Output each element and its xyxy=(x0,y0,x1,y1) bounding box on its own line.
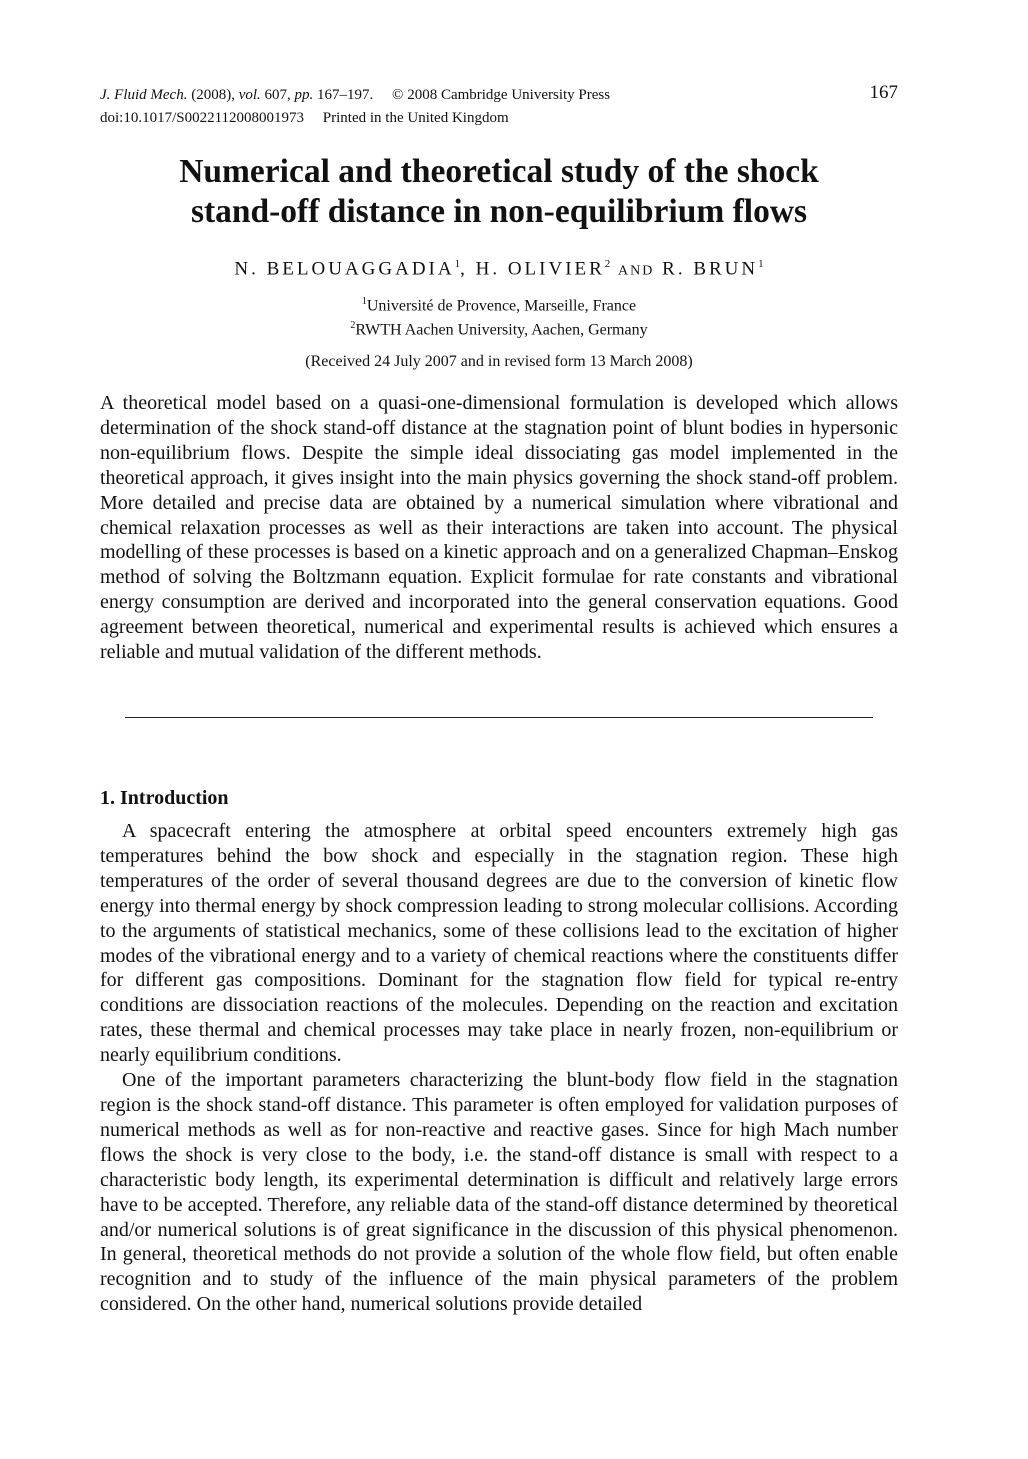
paper-title xyxy=(100,152,898,232)
page-number: 167 xyxy=(869,82,898,103)
section-heading: 1. Introduction xyxy=(100,787,229,809)
author-3: R. BRUN xyxy=(662,258,759,280)
paragraph: One of the important parameters characterizing the blunt-body flow field in the stagnation region is the shock stand-off distance. This parameter is often employed for validation purposes of numerical methods as well as for non-reactive and reactive gases. Since for high Mach number flows the shock is very close to the body, i.e. the stand-off distance is small with respect to a characteristic body length, its experimental determination is difficult and relatively large errors have to be accepted. Therefore, any reliable data of the stand-off distance determined by theoretical and/or numerical solutions is of great significance in the discussion of this physical phenomenon. In general, theoretical methods do not provide a solution of the whole flow field, but often enable recognition and to study of the influence of the main physical parameters of the problem considered. On the other hand, numerical solutions provide detailed xyxy=(100,1069,898,1316)
journal-name: J. Fluid Mech. xyxy=(100,87,188,103)
title-line-2: stand-off distance in non-equilibrium flows xyxy=(190,193,808,230)
affiliation-2-text: RWTH Aachen University, Aachen, Germany xyxy=(355,321,648,339)
abstract: A theoretical model based on a quasi-one-dimensional formulation is developed which allows determination of the shock stand-off distance at the stagnation point of blunt bodies in hypersonic non-equilibrium flows. Despite the simple ideal dissociating gas model implemented in the theoretical approach, it gives insight into the main physics governing the shock stand-off problem. More detailed and precise data are obtained by a numerical simulation where vibrational and chemical relaxation processes as well as their interactions are taken into account. The physical modelling of these processes is based on a kinetic approach and on a generalized Chapman–Enskog method of solving the Boltzmann equation. Explicit formulae for rate constants and vibrational energy consumption are derived and incorporated into the general conservation equations. Good agreement between theoretical, numerical and experimental results is achieved which ensures a reliable and mutual validation of the different methods. xyxy=(100,392,898,664)
abstract-divider xyxy=(125,717,873,718)
author-1-affil: 1 xyxy=(454,258,461,270)
doi: doi:10.1017/S0022112008001973 xyxy=(100,110,305,126)
received-dates: (Received 24 July 2007 and in revised form 13 March 2008) xyxy=(305,353,693,370)
doi-line xyxy=(100,107,898,130)
running-header xyxy=(100,84,898,130)
title-line-1: Numerical and theoretical study of the shock xyxy=(179,153,819,190)
author-2: H. OLIVIER xyxy=(475,258,605,280)
affiliation-1-marker: 1 xyxy=(361,296,367,307)
author-2-affil: 2 xyxy=(604,258,611,270)
author-conjunction: AND xyxy=(618,263,655,279)
journal-year: (2008), xyxy=(191,87,235,103)
printed-notice: Printed in the United Kingdom xyxy=(322,110,509,126)
author-3-affil: 1 xyxy=(758,258,764,270)
volume-label: vol. xyxy=(238,87,261,103)
affiliation-2-marker: 2 xyxy=(350,320,356,331)
citation-line xyxy=(100,84,898,107)
volume-number: 607, xyxy=(264,87,291,103)
affiliation-1-text: Université de Provence, Marseille, France xyxy=(366,297,637,315)
paragraph: A spacecraft entering the atmosphere at orbital speed encounters extremely high gas temperatures behind the bow shock and especially in the stagnation region. These high temperatures of the order of several thousand degrees are due to the conversion of kinetic flow energy into thermal energy by shock compression leading to strong molecular collisions. According to the arguments of statistical mechanics, some of these collisions lead to the excitation of higher modes of the vibrational energy and to a variety of chemical reactions where the constituents differ for different gas compositions. Dominant for the stagnation flow field for typical re-entry conditions are dissociation reactions of the molecules. Depending on the reaction and excitation rates, these thermal and chemical processes may take place in nearly frozen, non-equilibrium or nearly equilibrium conditions. xyxy=(100,820,898,1067)
copyright-notice: © 2008 Cambridge University Press xyxy=(392,87,611,103)
affiliation-2 xyxy=(100,314,898,342)
pages-label: pp. xyxy=(294,87,314,103)
author-list: N. BELOUAGGADIA$^1$, H. OLIVIER$^2$ AND R. BRUN$^1$ xyxy=(234,258,764,280)
section-body xyxy=(100,819,898,1317)
page-range: 167–197. xyxy=(317,87,374,103)
author-1: N. BELOUAGGADIA xyxy=(234,258,455,280)
